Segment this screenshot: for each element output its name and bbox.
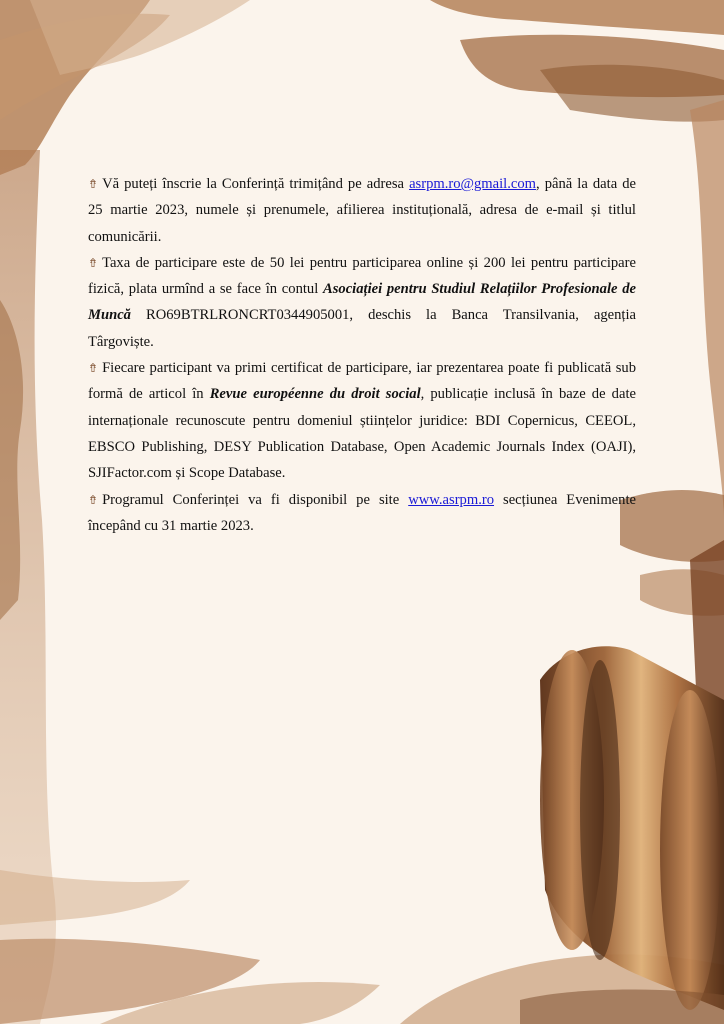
paragraph-certificate — [88, 355, 636, 486]
house-arrow-icon: ⇮ — [88, 255, 99, 270]
paragraph-text: Programul Conferinței va fi disponibil pe site — [102, 491, 409, 508]
gavel-illustration — [520, 540, 724, 1024]
email-link[interactable]: asrpm.ro@gmail.com — [409, 176, 536, 192]
paragraph-text: Taxa de participare este de 50 lei pentru participarea online și 200 lei pentru participare fizică, plata urmînd a se face în contul — [88, 254, 636, 298]
house-arrow-icon: ⇮ — [88, 492, 99, 507]
house-arrow-icon: ⇮ — [88, 361, 99, 376]
document-body — [88, 171, 636, 539]
paragraph-text: secțiunea Evenimente începând cu 31 martie 2023. — [88, 491, 636, 534]
association-name: Asociației pentru Studiul Relațiilor Profesionale de Muncă — [88, 281, 636, 324]
website-link[interactable]: www.asrpm.ro — [408, 491, 495, 508]
paragraph-text: Vă puteți înscrie la Conferință trimițând pe adresa — [102, 176, 410, 192]
paragraph-text: , publicație inclusă în baze de date internaționale recunoscute pentru domeniul științelor juridice: BDI Copernicus, CEEOL, EBSCO Publishing, DESY Publication Database, Open Academic Journals Index (OAJI), SJIFactor.com și Scope Database. — [88, 386, 636, 482]
paragraph-text: , până la data de 25 martie 2023, numele și prenumele, afilierea instituțională, adresa de e-mail și titlul comunicării. — [88, 176, 636, 245]
paragraph-fee — [88, 250, 636, 355]
house-arrow-icon: ⇮ — [88, 177, 99, 191]
paragraph-text: Fiecare participant va primi certificat de participare, iar prezentarea poate fi publicată sub formă de articol în — [88, 360, 636, 403]
paragraph-text: RO69BTRLRONCRT0344905001, deschis la Banca Transilvania, agenția Târgoviște. — [88, 307, 636, 350]
paragraph-registration — [88, 171, 636, 250]
journal-name: Revue européenne du droit social — [209, 386, 421, 403]
paragraph-program — [88, 487, 636, 540]
